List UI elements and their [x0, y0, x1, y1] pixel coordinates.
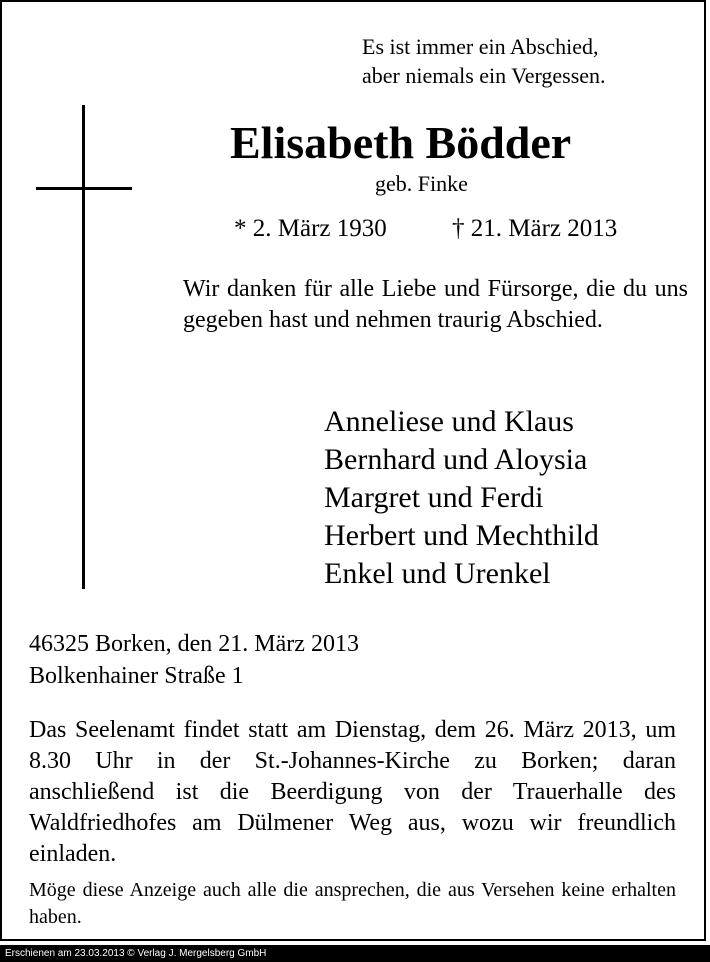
family-list [324, 403, 599, 593]
address-line-2: Bolkenhainer Straße 1 [29, 663, 244, 689]
deceased-name: Elisabeth Bödder [230, 117, 572, 168]
family-member: Enkel und Urenkel [324, 557, 551, 590]
address-line-1: 46325 Borken, den 21. März 2013 [29, 631, 359, 657]
address [29, 628, 359, 692]
thanks-text: Wir danken für alle Liebe und Fürsorge, die du uns gegeben hast und nehmen traurig Abschied. [183, 276, 688, 333]
service-text: Das Seelenamt findet statt am Dienstag, dem 26. März 2013, um 8.30 Uhr in der St.-Johannes-Kirche zu Borken; daran anschließend ist die Beerdigung von der Trauerhalle des Waldfriedhofes am Dülmener Weg aus, wozu wir freundlich einladen. [29, 717, 676, 867]
motto [362, 32, 606, 90]
maiden-name: geb. Finke [375, 171, 468, 196]
cross-vertical-bar [82, 105, 85, 589]
publication-footer: Erschienen am 23.03.2013 © Verlag J. Mergelsberg GmbH [0, 945, 710, 962]
birth-date: * 2. März 1930 [234, 215, 387, 242]
family-member: Margret und Ferdi [324, 481, 544, 514]
family-member: Bernhard und Aloysia [324, 443, 588, 476]
note-text: Möge diese Anzeige auch alle die ansprechen, die aus Versehen keine erhalten haben. [29, 879, 676, 928]
family-member: Herbert und Mechthild [324, 519, 599, 552]
cross-horizontal-bar [36, 187, 132, 190]
death-date: † 21. März 2013 [452, 215, 618, 242]
family-member: Anneliese und Klaus [324, 405, 574, 438]
motto-line-2: aber niemals ein Vergessen. [362, 63, 606, 88]
motto-line-1: Es ist immer ein Abschied, [362, 34, 599, 59]
